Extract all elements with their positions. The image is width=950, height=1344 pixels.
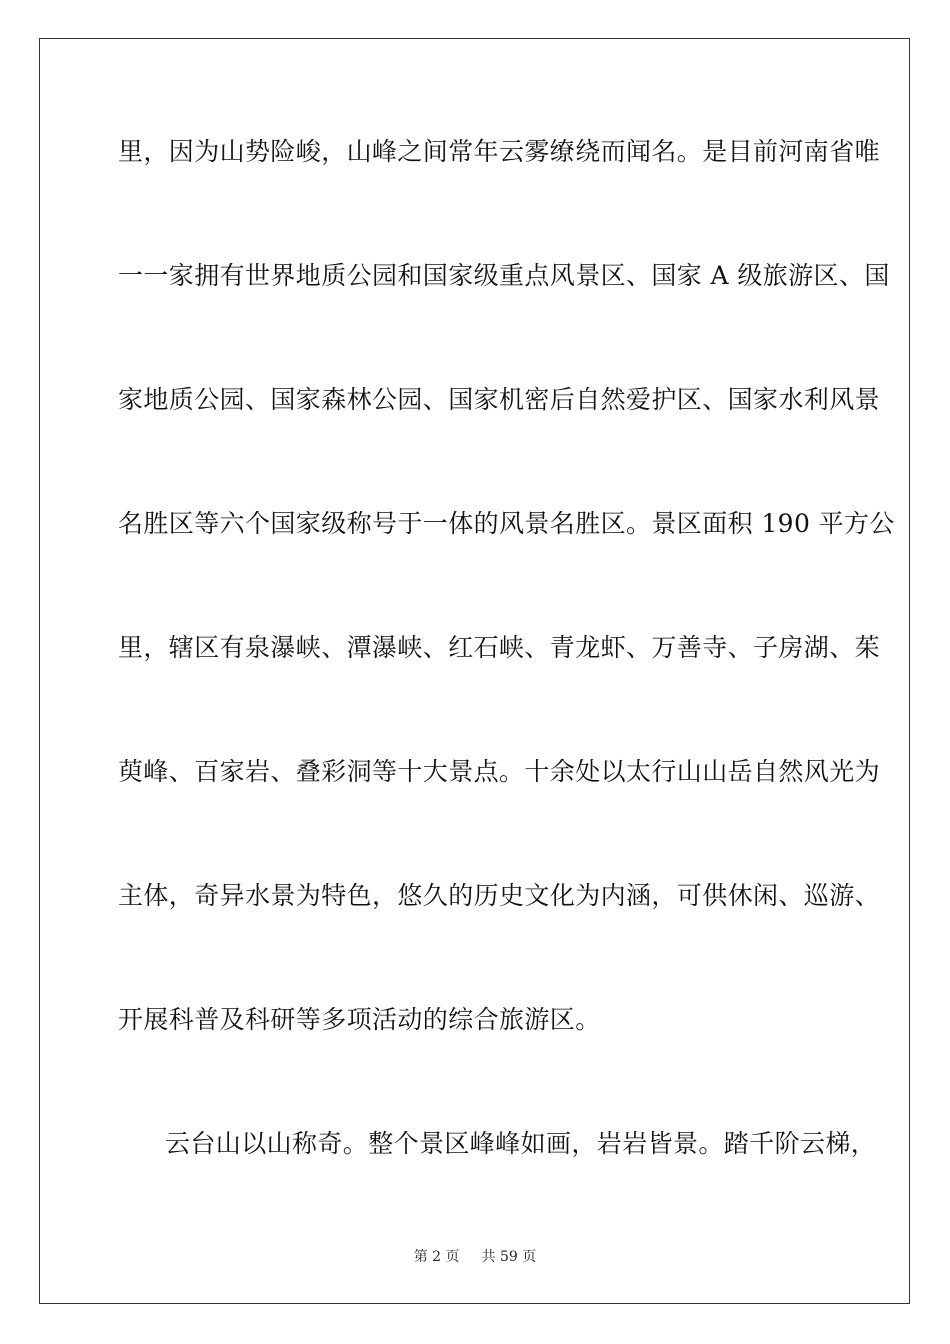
body-text-line: 萸峰、百家岩、叠彩洞等十大景点。十余处以太行山山岳自然风光为 xyxy=(118,757,881,786)
paragraph-start-line: 云台山以山称奇。整个景区峰峰如画，岩岩皆景。踏千阶云梯， xyxy=(165,1129,877,1158)
page-footer xyxy=(0,1248,950,1266)
body-text-line: 开展科普及科研等多项活动的综合旅游区。 xyxy=(118,1005,601,1034)
body-text-line: 一一家拥有世界地质公园和国家级重点风景区、国家 A 级旅游区、国 xyxy=(118,261,890,290)
body-text-line: 里，辖区有泉瀑峡、潭瀑峡、红石峡、青龙虾、万善寺、子房湖、茱 xyxy=(118,633,881,662)
page-number: 第 2 页 xyxy=(413,1249,460,1265)
body-text-line: 名胜区等六个国家级称号于一体的风景名胜区。景区面积 190 平方公 xyxy=(118,509,895,538)
page-border xyxy=(39,38,910,1304)
body-text-line: 主体，奇异水景为特色，悠久的历史文化为内涵，可供休闲、巡游、 xyxy=(118,881,881,910)
body-text-line: 里，因为山势险峻，山峰之间常年云雾缭绕而闻名。是目前河南省唯 xyxy=(118,137,881,166)
total-pages: 共 59 页 xyxy=(481,1249,537,1265)
body-text-line: 家地质公园、国家森林公园、国家机密后自然爱护区、国家水利风景 xyxy=(118,385,881,414)
